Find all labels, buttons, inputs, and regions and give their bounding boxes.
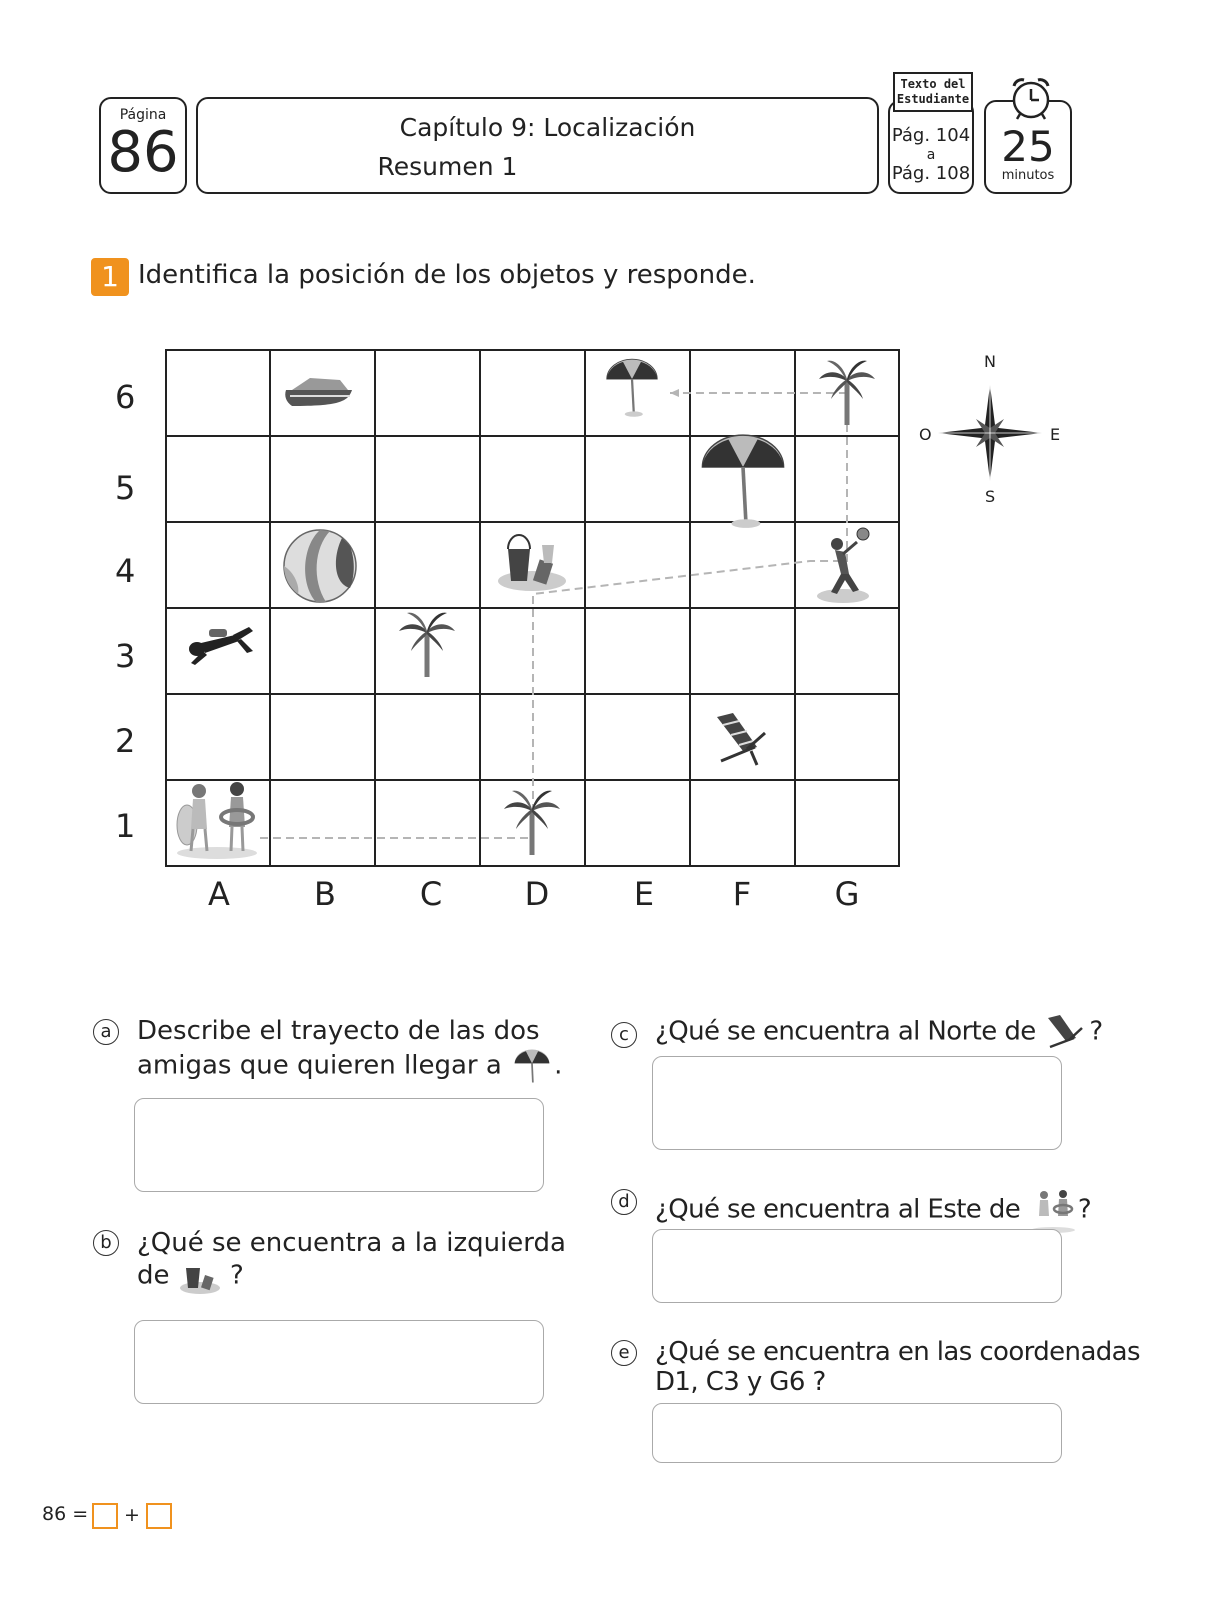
question-letter-e: e (611, 1340, 637, 1366)
chapter-subtitle: Resumen 1 (377, 152, 518, 181)
compass-east: E (1050, 425, 1061, 444)
two-friends-icon (177, 782, 257, 859)
page-label: Página (119, 107, 167, 123)
question-c-text: ¿Qué se encuentra al Norte de ? (655, 1013, 1103, 1051)
question-letter-c: c (611, 1022, 637, 1048)
exercise-instruction: Identifica la posición de los objetos y responde. (138, 260, 756, 290)
col-label-e: E (633, 875, 655, 913)
col-label-a: A (208, 875, 230, 913)
volleyball-player-icon (817, 528, 869, 603)
beach-umbrella-icon (607, 359, 657, 417)
footer-box-2 (146, 1503, 172, 1529)
col-label-c: C (419, 875, 443, 913)
question-b-line1: ¿Qué se encuentra a la izquierda (137, 1228, 566, 1258)
reference-book-label: Texto del Estudiante (896, 77, 970, 106)
alarm-clock-icon (1008, 76, 1054, 120)
row-label-6: 6 (115, 378, 136, 416)
answer-box-c[interactable] (652, 1056, 1062, 1150)
ref-connector: a (926, 147, 936, 163)
compass-south: S (985, 487, 996, 506)
question-a-line2: amigas que quieren llegar a . (137, 1046, 562, 1086)
col-label-d: D (524, 875, 550, 913)
bucket-icon (178, 1258, 222, 1294)
boat-icon (285, 378, 352, 406)
coordinate-grid (165, 349, 900, 867)
textbook-reference-box (888, 100, 974, 194)
question-letter-a: a (93, 1019, 119, 1045)
answer-box-a[interactable] (134, 1098, 544, 1192)
col-label-f: F (732, 875, 752, 913)
question-a-text (137, 1016, 562, 1086)
question-e-line1: ¿Qué se encuentra en las coordenadas (655, 1337, 1140, 1367)
question-d-text: ¿Qué se encuentra al Este de ? (655, 1186, 1091, 1234)
chapter-title-box (196, 97, 879, 194)
row-label-5: 5 (115, 469, 136, 507)
row-label-3: 3 (115, 637, 136, 675)
time-value: 25 (1001, 122, 1055, 171)
question-b-line2: de ? (137, 1258, 566, 1294)
page-number-box (99, 97, 187, 194)
question-e-text (655, 1337, 1140, 1397)
footer-plus: + (124, 1504, 140, 1526)
page-number: 86 (107, 120, 179, 185)
col-label-b: B (314, 875, 336, 913)
row-label-1: 1 (115, 807, 136, 845)
question-b-text (137, 1228, 566, 1294)
row-label-4: 4 (115, 552, 136, 590)
time-unit: minutos (1001, 168, 1055, 183)
palm-tree-icon (399, 613, 455, 677)
beach-ball-icon (284, 530, 356, 602)
col-label-g: G (834, 875, 860, 913)
question-letter-b: b (93, 1230, 119, 1256)
palm-tree-icon (504, 791, 560, 855)
beach-umbrella-icon (510, 1046, 554, 1086)
compass-west: O (919, 425, 932, 444)
row-label-2: 2 (115, 722, 136, 760)
book-icon (893, 72, 973, 112)
two-friends-icon (1028, 1186, 1078, 1234)
footer-page-number: 86 = (42, 1503, 89, 1525)
beach-chair-icon (717, 713, 765, 765)
diver-icon (189, 627, 253, 665)
beach-umbrella-icon (702, 435, 783, 528)
ref-from: Pág. 104 (891, 125, 971, 146)
ref-to: Pág. 108 (891, 163, 971, 184)
question-a-line1: Describe el trayecto de las dos (137, 1016, 540, 1046)
beach-chair-icon (1043, 1013, 1089, 1051)
answer-box-e[interactable] (652, 1403, 1062, 1463)
bucket-icon (498, 535, 566, 591)
question-e-line2: D1, C3 y G6 ? (655, 1367, 826, 1397)
question-letter-d: d (611, 1189, 637, 1215)
compass-north: N (984, 352, 996, 371)
answer-box-d[interactable] (652, 1229, 1062, 1303)
chapter-title: Capítulo 9: Localización (399, 113, 696, 142)
answer-box-b[interactable] (134, 1320, 544, 1404)
footer-box-1 (92, 1503, 118, 1529)
exercise-number-badge: 1 (91, 258, 129, 296)
